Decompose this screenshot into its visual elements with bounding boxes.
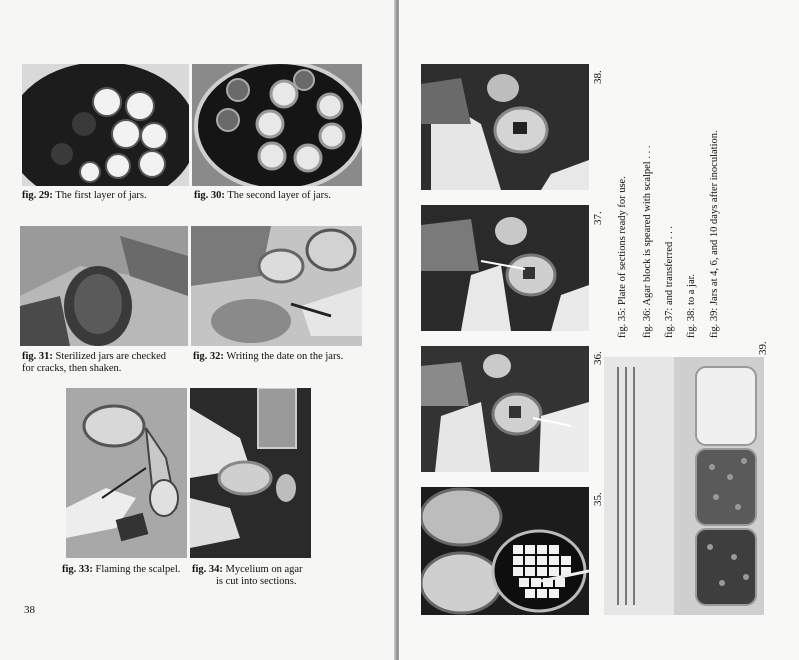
caption-text-line2: is cut into sections. [216, 576, 297, 587]
caption-text: Plate of sections ready for use. [617, 176, 628, 306]
caption-text: and transferred . . . [664, 226, 675, 306]
caption-label: fig. 37: [664, 307, 675, 338]
caption-text: Jars at 4, 6, and 10 days after inoculation. [709, 130, 720, 306]
caption-fig-39 [709, 130, 720, 338]
fig-number-37: 37. [592, 211, 604, 225]
fig-number-36: 36. [592, 351, 604, 365]
caption-fig-37 [664, 226, 675, 338]
caption-text: The second layer of jars. [227, 190, 331, 201]
caption-fig-30 [194, 190, 331, 202]
caption-fig-31 [22, 351, 166, 375]
caption-label: fig. 33: [62, 564, 93, 575]
photo-fig-34 [190, 388, 311, 558]
right-page [399, 0, 799, 660]
left-page [0, 0, 396, 660]
caption-label: fig. 38: [686, 307, 697, 338]
caption-label: fig. 31: [22, 351, 53, 362]
photo-fig-31 [20, 226, 188, 346]
photo-fig-35 [421, 487, 589, 615]
fig-number-35: 35. [592, 492, 604, 506]
caption-fig-33 [62, 564, 180, 576]
caption-label: fig. 30: [194, 190, 225, 201]
photo-fig-29 [22, 64, 189, 186]
caption-text: Agar block is speared with scalpel . . . [642, 145, 653, 306]
caption-fig-36 [642, 146, 653, 338]
photo-fig-33 [66, 388, 187, 558]
fig-number-38: 38. [592, 70, 604, 84]
caption-label: fig. 39: [709, 307, 720, 338]
caption-text: Writing the date on the jars. [226, 351, 344, 362]
photo-fig-39 [604, 357, 764, 615]
photo-fig-30 [192, 64, 362, 186]
photo-fig-38 [421, 64, 589, 190]
caption-label: fig. 29: [22, 190, 53, 201]
photo-fig-36 [421, 346, 589, 472]
caption-fig-32 [193, 351, 343, 363]
caption-fig-35 [617, 176, 628, 338]
caption-label: fig. 34: [192, 564, 223, 575]
caption-text-line2: for cracks, then shaken. [22, 363, 122, 374]
caption-label: fig. 35: [617, 307, 628, 338]
caption-text: to a jar. [686, 273, 697, 306]
caption-fig-29 [22, 190, 147, 202]
caption-label: fig. 32: [193, 351, 224, 362]
caption-text: Sterilized jars are checked [55, 351, 167, 362]
photo-fig-32 [191, 226, 362, 346]
caption-fig-34 [192, 564, 303, 588]
fig-number-39: 39. [757, 341, 769, 355]
page-number: 38 [24, 604, 35, 616]
caption-text: The first layer of jars. [55, 190, 147, 201]
caption-label: fig. 36: [642, 307, 653, 338]
caption-text: Mycelium on agar [225, 564, 303, 575]
caption-text: Flaming the scalpel. [95, 564, 181, 575]
caption-fig-38 [686, 274, 697, 338]
photo-fig-37 [421, 205, 589, 331]
